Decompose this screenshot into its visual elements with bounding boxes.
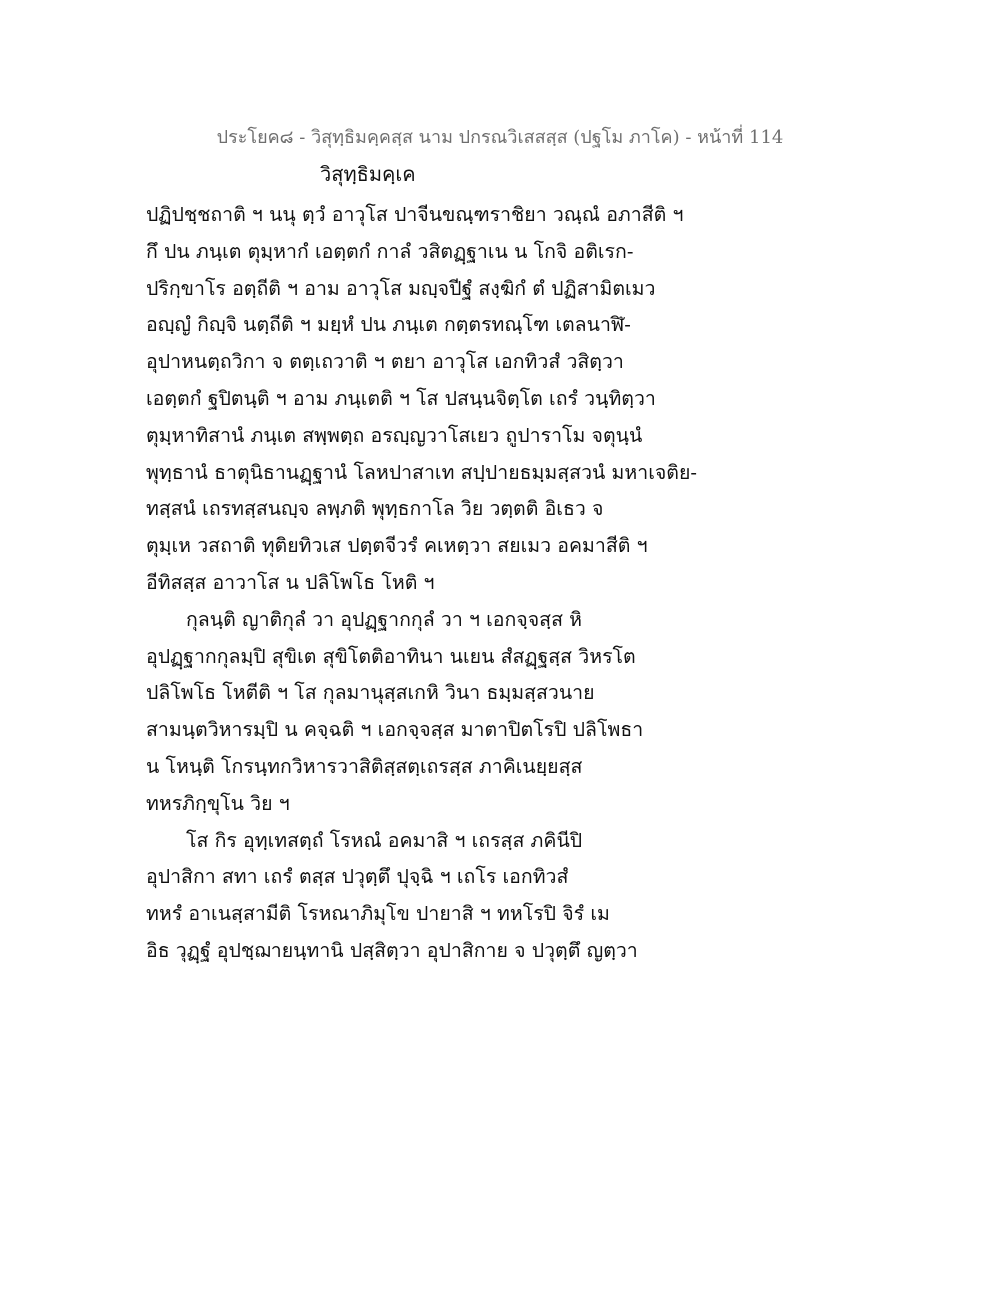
text-line: ปฏิปชฺชถาติ ฯ นนุ ตฺวํ อาวุโส ปาจีนขณฺฑราชิยา วณฺณํ อภาสีติ ฯ [146, 203, 684, 226]
text-line: ทหรภิกฺขุโน วิย ฯ [146, 791, 290, 815]
text-line: น โหนฺติ โกรนฺทกวิหารวาสิติสฺสตฺเถรสฺส ภาคิเนยฺยสฺส [146, 754, 583, 778]
main-text [146, 197, 706, 970]
text-line: อุปาสิกา สทา เถรํ ตสฺส ปวุตฺตึ ปุจฺฉิ ฯ เถโร เอกทิวสํ [146, 865, 569, 889]
text-line: ตุมฺหาทิสานํ ภนฺเต สพฺพตฺถ อรญฺญวาโสเยว ถูปาราโม จตุนฺนํ [146, 423, 643, 447]
text-line: สามนฺตวิหารมฺปิ น คจฺฉติ ฯ เอกจฺจสฺส มาตาปิตโรปิ ปลิโพธา [146, 718, 644, 742]
text-line: อีทิสสฺส อาวาโส น ปลิโพโธ โหติ ฯ [146, 570, 435, 594]
text-line: ทสฺสนํ เถรทสฺสนญฺจ ลพฺภติ พุทฺธกาโล วิย วตฺตติ อิเธว จ [146, 497, 604, 521]
text-line: ปลิโพโธ โหตีติ ฯ โส กุลมานุสฺสเกหิ วินา ธมฺมสฺสวนาย [146, 681, 595, 705]
book-title: วิสุทฺธิมคฺเค [320, 162, 416, 186]
text-line: กึ ปน ภนฺเต ตุมฺหากํ เอตฺตกํ กาลํ วสิตฏฺฐาเน น โกจิ อติเรก- [146, 239, 634, 263]
text-line: พุทฺธานํ ธาตุนิธานฏฺฐานํ โลหปาสาเท สปฺปายธมฺมสฺสวนํ มหาเจติย- [146, 460, 697, 484]
text-line: อิธ วุฏฺฐํ อุปชฺฌายนฺทานิ ปสฺสิตฺวา อุปาสิกาย จ ปวุตฺตึ ญตฺวา [146, 938, 638, 962]
text-line: อุปฏฺฐากกุลมฺปิ สุขิเต สุขิโตติอาทินา นเยน สํสฏฺฐสฺส วิหรโต [146, 644, 636, 668]
text-line: อญฺญํ กิญฺจิ นตฺถีติ ฯ มยฺหํ ปน ภนฺเต กตฺตรทณฺโฑ เตลนาฬิ- [146, 313, 631, 337]
paragraph-start-line: โส กิร อุทฺเทสตฺถํ โรหณํ อคมาสิ ฯ เถรสฺส ภคินีปิ [186, 828, 583, 852]
text-line: ปริกฺขาโร อตฺถีติ ฯ อาม อาวุโส มญฺจปีฐํ สงฺฆิกํ ตํ ปฏิสามิตเมว [146, 276, 656, 300]
running-header-text: ประโยค๘ - วิสุทฺธิมคฺคสฺส นาม ปกรณวิเสสสฺส (ปฐโม ภาโค) - หน้าที่ 114 [216, 127, 784, 148]
paragraph-start-line: กุลนฺติ ญาติกุลํ วา อุปฏฺฐากกุลํ วา ฯ เอกจฺจสฺส หิ [186, 607, 583, 631]
running-header [0, 122, 1000, 151]
text-line: เอตฺตกํ ฐปิตนฺติ ฯ อาม ภนฺเตติ ฯ โส ปสนฺนจิตฺโต เถรํ วนฺทิตฺวา [146, 386, 656, 410]
text-line: ตุมฺเห วสถาติ ทุติยทิวเส ปตฺตจีวรํ คเหตฺวา สยเมว อคมาสีติ ฯ [146, 534, 648, 558]
text-line: อุปาหนตฺถวิกา จ ตตฺเถวาติ ฯ ตยา อาวุโส เอกทิวสํ วสิตฺวา [146, 350, 624, 374]
text-line: ทหรํ อาเนสฺสามีติ โรหณาภิมุโข ปายาสิ ฯ ทหโรปิ จิรํ เม [146, 902, 610, 926]
